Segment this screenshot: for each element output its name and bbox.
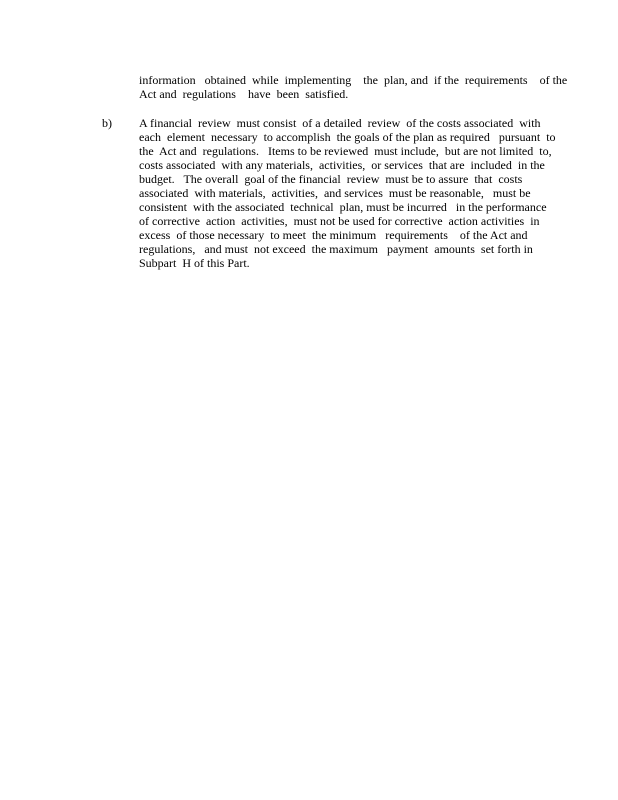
- item-b-line: A financial review must consist of a detailed review of the costs associated with: [139, 116, 541, 130]
- item-b-line: Subpart H of this Part.: [139, 256, 250, 270]
- item-b-line: budget. The overall goal of the financial review must be to assure that costs: [139, 172, 523, 186]
- continuation-line: Act and regulations have been satisfied.: [139, 87, 349, 101]
- item-b-line: costs associated with any materials, activities, or services that are included in the: [139, 158, 545, 172]
- item-b-line: excess of those necessary to meet the minimum requirements of the Act and: [139, 228, 528, 242]
- item-b-line: each element necessary to accomplish the goals of the plan as required pursuant to: [139, 130, 556, 144]
- item-b-line: associated with materials, activities, and services must be reasonable, must be: [139, 186, 531, 200]
- item-b-line: consistent with the associated technical plan, must be incurred in the performance: [139, 200, 547, 214]
- item-b-line: regulations, and must not exceed the maximum payment amounts set forth in: [139, 242, 533, 256]
- continuation-line: information obtained while implementing the plan, and if the requirements of the: [139, 73, 568, 87]
- item-b-marker: b): [102, 116, 112, 130]
- item-b-line: the Act and regulations. Items to be reviewed must include, but are not limited to,: [139, 144, 552, 158]
- item-b-line: of corrective action activities, must not be used for corrective action activities in: [139, 214, 540, 228]
